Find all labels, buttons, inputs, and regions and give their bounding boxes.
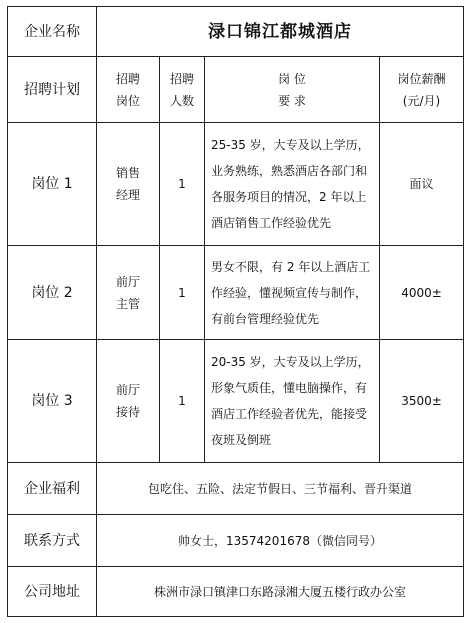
position-name: 前厅 接待 bbox=[97, 340, 160, 463]
position-requirements: 25-35 岁，大专及以上学历，业务熟练，熟悉酒店各部门和各服务项目的情况，2 年以上酒店销售工作经验优先 bbox=[205, 123, 380, 246]
company-name: 渌口锦江都城酒店 bbox=[97, 7, 464, 57]
position-row bbox=[8, 123, 464, 246]
header-salary: 岗位薪酬 (元/月) bbox=[380, 57, 464, 123]
header-position: 招聘 岗位 bbox=[97, 57, 160, 123]
position-salary: 4000± bbox=[380, 246, 464, 340]
recruit-header-row bbox=[8, 57, 464, 123]
company-row bbox=[8, 7, 464, 57]
welfare-row bbox=[8, 463, 464, 515]
position-salary: 面议 bbox=[380, 123, 464, 246]
address-label: 公司地址 bbox=[8, 567, 97, 617]
position-label: 岗位 3 bbox=[8, 340, 97, 463]
position-salary: 3500± bbox=[380, 340, 464, 463]
position-count: 1 bbox=[160, 246, 205, 340]
contact-label: 联系方式 bbox=[8, 515, 97, 567]
header-count: 招聘 人数 bbox=[160, 57, 205, 123]
position-label: 岗位 2 bbox=[8, 246, 97, 340]
position-count: 1 bbox=[160, 340, 205, 463]
position-name: 前厅 主管 bbox=[97, 246, 160, 340]
address-row bbox=[8, 567, 464, 617]
position-label: 岗位 1 bbox=[8, 123, 97, 246]
position-count: 1 bbox=[160, 123, 205, 246]
company-label: 企业名称 bbox=[8, 7, 97, 57]
welfare-value: 包吃住、五险、法定节假日、三节福利、晋升渠道 bbox=[97, 463, 464, 515]
position-name: 销售 经理 bbox=[97, 123, 160, 246]
position-row bbox=[8, 246, 464, 340]
contact-row bbox=[8, 515, 464, 567]
position-requirements: 20-35 岁，大专及以上学历，形象气质佳，懂电脑操作，有酒店工作经验者优先，能接受夜班及倒班 bbox=[205, 340, 380, 463]
position-row bbox=[8, 340, 464, 463]
recruitment-table bbox=[7, 6, 464, 617]
address-value: 株洲市渌口镇津口东路渌湘大厦五楼行政办公室 bbox=[97, 567, 464, 617]
header-requirements: 岗 位 要 求 bbox=[205, 57, 380, 123]
welfare-label: 企业福利 bbox=[8, 463, 97, 515]
contact-value: 帅女士，13574201678（微信同号） bbox=[97, 515, 464, 567]
recruit-label: 招聘计划 bbox=[8, 57, 97, 123]
position-requirements: 男女不限，有 2 年以上酒店工作经验，懂视频宣传与制作，有前台管理经验优先 bbox=[205, 246, 380, 340]
